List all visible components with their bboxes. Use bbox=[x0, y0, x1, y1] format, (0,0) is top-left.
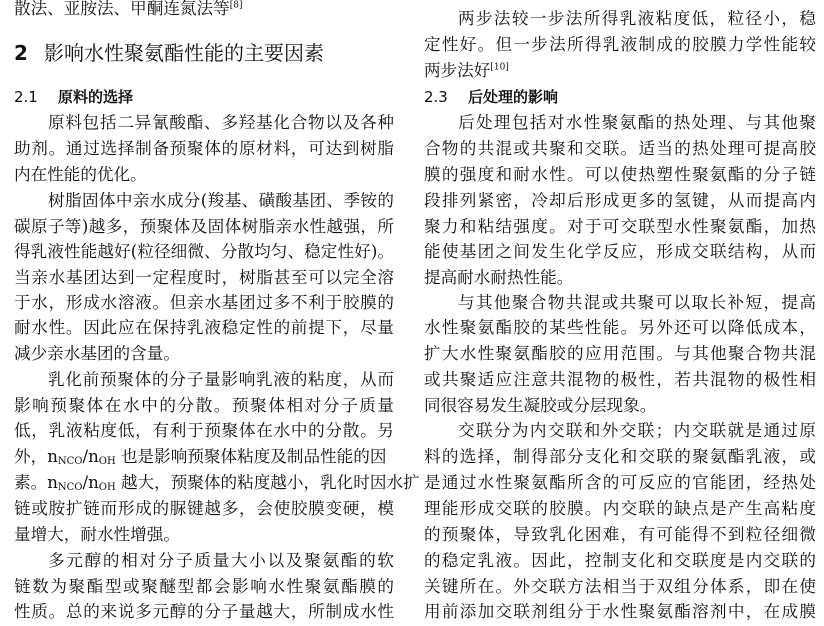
subsection-number: 2.1 bbox=[14, 88, 38, 106]
paragraph-line: 碳原子等)越多，预聚体及固体树脂亲水性越强，所 bbox=[14, 217, 394, 236]
section-number: 2 bbox=[14, 41, 28, 65]
paragraph-line: 性质。总的来说多元醇的分子量越大，所制成水性 bbox=[14, 602, 394, 621]
paragraph-line: 段排列紧密，冷却后形成更多的氢键，从而提高内 bbox=[424, 191, 816, 210]
paragraph-line: 同很容易发生凝胶或分层现象。 bbox=[424, 396, 657, 415]
paragraph-line: 膜的强度和耐水性。可以使热塑性聚氨酯的分子链 bbox=[424, 165, 816, 184]
paragraph-line: 水性聚氨酯胶的某些性能。另外还可以降低成本， bbox=[424, 318, 816, 337]
paragraph-line: 量增大，耐水性增强。 bbox=[14, 525, 180, 544]
paragraph-line: 能使基团之间发生化学反应，形成交联结构，从而 bbox=[424, 242, 816, 261]
paragraph-line: 是通过水性聚氨酯所含的可反应的官能团，经热处 bbox=[424, 473, 816, 492]
paragraph-line: 合物的共混或共聚和交联。适当的热处理可提高胶 bbox=[424, 139, 816, 158]
paragraph-line: 低，乳液粘度低，有利于预聚体在水中的分散。另 bbox=[14, 421, 394, 440]
paragraph-line: 用前添加交联剂组分于水性聚氨酯溶剂中，在成膜 bbox=[424, 602, 816, 621]
paragraph-line: 后处理包括对水性聚氨酯的热处理、与其他聚 bbox=[458, 113, 816, 132]
subsection-heading bbox=[424, 84, 816, 111]
citation: [10] bbox=[490, 62, 509, 73]
paragraph-line: 料的选择，制得部分支化和交联的聚氨酯乳液，或 bbox=[424, 447, 816, 466]
paragraph-line: 的预聚体，导致乳化困难，有可能得不到粒径细微 bbox=[424, 525, 816, 544]
paragraph-line: 两步法好[10] bbox=[424, 61, 509, 80]
paragraph-line: 链或胺扩链而形成的脲键越多，会使胶膜变硬，模 bbox=[14, 499, 394, 518]
paragraph-line: 当亲水基团达到一定程度时，树脂甚至可以完全溶 bbox=[14, 268, 394, 287]
paragraph-line: 的稳定乳液。因此，控制支化和交联度是内交联的 bbox=[424, 551, 816, 570]
section-title: 影响水性聚氨酯性能的主要因素 bbox=[44, 41, 324, 65]
paragraph-line: 助剂。通过选择制备预聚体的原材料，可达到树脂 bbox=[14, 139, 394, 158]
paragraph-line: 聚力和粘结强度。对于可交联型水性聚氨酯，加热 bbox=[424, 217, 816, 236]
paragraph-line: 两步法较一步法所得乳液粘度低，粒径小，稳 bbox=[458, 9, 816, 28]
paragraph-line: 得乳液性能越好(粒径细微、分散均匀、稳定性好)。 bbox=[14, 242, 394, 261]
paragraph-line: 与其他聚合物共混或共聚可以取长补短，提高 bbox=[458, 293, 816, 312]
citation: [8] bbox=[229, 0, 243, 11]
paragraph-line: 多元醇的相对分子质量大小以及聚氨酯的软 bbox=[48, 551, 394, 570]
paragraph-line: 理能形成交联的胶膜。内交联的缺点是产生高粘度 bbox=[424, 499, 816, 518]
paragraph-line: 散法、亚胺法、甲酮连氮法等[8] bbox=[14, 0, 243, 18]
paragraph-line: 乳化前预聚体的分子量影响乳液的粘度，从而 bbox=[48, 370, 394, 389]
subsection-number: 2.3 bbox=[424, 88, 448, 106]
paragraph-line: 素。$n_{NCO}/n_{OH}$ 越大，预聚体的粘度越小，乳化时因水扩 bbox=[14, 473, 420, 493]
paragraph-line: 树脂固体中亲水成分(羧基、磺酸基团、季铵的 bbox=[48, 191, 394, 210]
paragraph-line: 耐水性。因此应在保持乳液稳定性的前提下，尽量 bbox=[14, 318, 394, 337]
paragraph-line: 定性好。但一步法所得乳液制成的胶膜力学性能较 bbox=[424, 35, 816, 54]
subsection-heading bbox=[14, 84, 394, 111]
paragraph-line: 原料包括二异氰酸酯、多羟基化合物以及各种 bbox=[48, 113, 394, 132]
subsection-title: 原料的选择 bbox=[58, 88, 134, 106]
paragraph-line: 于水，形成水溶液。但亲水基团过多不利于胶膜的 bbox=[14, 293, 394, 312]
paragraph-line: 减少亲水基团的含量。 bbox=[14, 344, 180, 363]
paragraph-line: 内在性能的优化。 bbox=[14, 165, 147, 184]
paragraph-line: 外，$n_{NCO}/n_{OH}$ 也是影响预聚体粘度及制品性能的因 bbox=[14, 447, 387, 467]
paragraph-line: 交联分为内交联和外交联；内交联就是通过原 bbox=[458, 421, 816, 440]
paragraph-line: 关键所在。外交联方法相当于双组分体系，即在使 bbox=[424, 577, 816, 596]
paragraph-line: 影响预聚体在水中的分散。预聚体相对分子质量 bbox=[14, 396, 394, 415]
paragraph-line: 提高耐水耐热性能。 bbox=[424, 268, 574, 287]
subsection-title: 后处理的影响 bbox=[468, 88, 559, 106]
paragraph-line: 扩大水性聚氨酯胶的应用范围。与其他聚合物共混 bbox=[424, 344, 816, 363]
paragraph-line: 或共聚适应注意共混物的极性，若共混物的极性相 bbox=[424, 370, 816, 389]
section-heading bbox=[14, 40, 394, 67]
paragraph-line: 链数为聚酯型或聚醚型都会影响水性聚氨酯膜的 bbox=[14, 577, 394, 596]
